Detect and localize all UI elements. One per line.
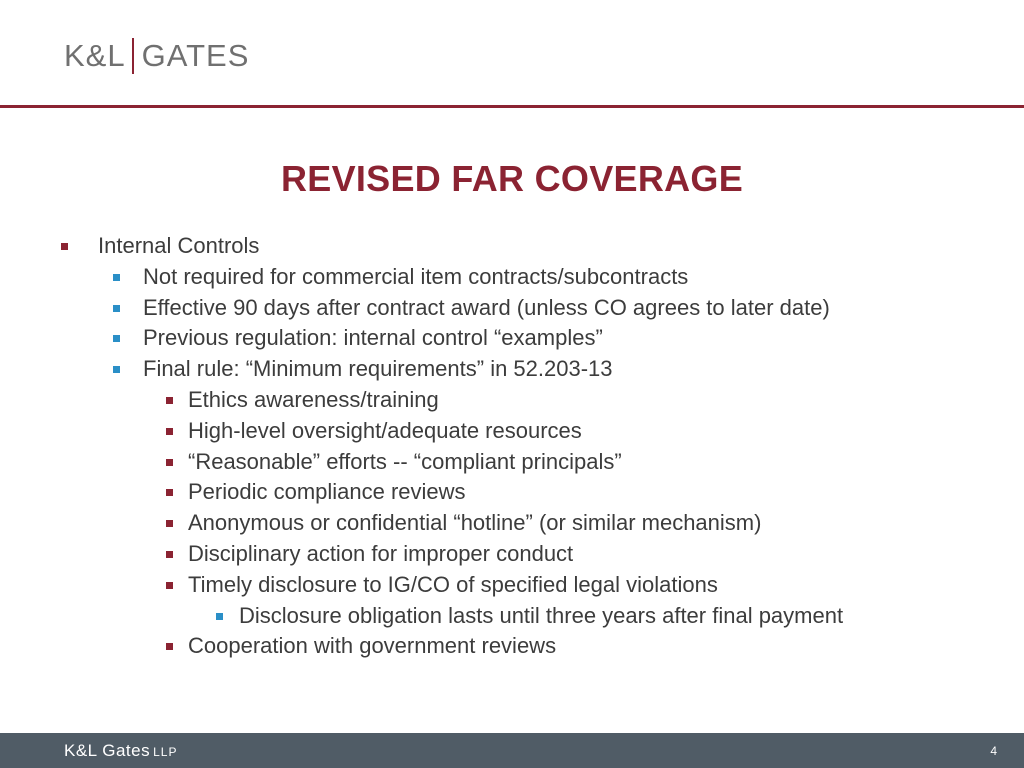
bullet-item (58, 231, 998, 262)
bullet-text: Previous regulation: internal control “examples” (143, 325, 603, 351)
header-rule (0, 105, 1024, 108)
bullet-text: Disciplinary action for improper conduct (188, 540, 574, 566)
footer-logo (64, 741, 177, 761)
bullet-item (58, 416, 998, 447)
square-bullet-icon (113, 305, 120, 312)
logo-divider (132, 38, 134, 74)
bullet-text: Effective 90 days after contract award (unless CO agrees to later date) (143, 294, 830, 320)
bullet-item (58, 385, 998, 416)
bullet-item (58, 508, 998, 539)
bullet-text: Final rule: “Minimum requirements” in 52.203-13 (143, 356, 613, 382)
slide-title: REVISED FAR COVERAGE (280, 158, 744, 199)
bullet-text: Anonymous or confidential “hotline” (or similar mechanism) (188, 510, 762, 536)
square-bullet-icon (166, 582, 173, 589)
square-bullet-icon (166, 551, 173, 558)
logo-left-text: K&L (64, 38, 126, 73)
square-bullet-icon (166, 489, 173, 496)
square-bullet-icon (113, 335, 120, 342)
bullet-item (58, 447, 998, 478)
square-bullet-icon (166, 397, 173, 404)
slide-content (58, 231, 998, 662)
bullet-text: High-level oversight/adequate resources (188, 417, 582, 443)
bullet-item (58, 354, 998, 385)
bullet-list (58, 231, 998, 662)
square-bullet-icon (113, 366, 120, 373)
logo-right-text: GATES (141, 38, 250, 73)
kl-gates-logo (64, 38, 249, 74)
bullet-text: Cooperation with government reviews (188, 633, 557, 659)
bullet-item (58, 601, 998, 632)
bullet-text: Internal Controls (98, 233, 260, 258)
square-bullet-icon (166, 459, 173, 466)
square-bullet-icon (166, 520, 173, 527)
page-number: 4 (990, 744, 997, 758)
square-bullet-icon (113, 274, 120, 281)
bullet-item (58, 539, 998, 570)
square-bullet-icon (61, 243, 68, 250)
bullet-item (58, 477, 998, 508)
bullet-text: Timely disclosure to IG/CO of specified legal violations (188, 571, 718, 597)
bullet-text: Disclosure obligation lasts until three years after final payment (239, 602, 844, 628)
footer-bar (0, 733, 1024, 768)
square-bullet-icon (216, 613, 223, 620)
bullet-text: Not required for commercial item contracts/subcontracts (143, 263, 689, 289)
square-bullet-icon (166, 428, 173, 435)
bullet-item (58, 631, 998, 662)
bullet-item (58, 570, 998, 601)
bullet-item (58, 262, 998, 293)
square-bullet-icon (166, 643, 173, 650)
bullet-item (58, 323, 998, 354)
footer-logo-name: K&L Gates (64, 741, 151, 760)
bullet-item (58, 293, 998, 324)
bullet-text: Periodic compliance reviews (188, 479, 466, 505)
bullet-text: Ethics awareness/training (188, 386, 439, 412)
bullet-text: “Reasonable” efforts -- “compliant principals” (188, 448, 622, 474)
footer-logo-suffix: LLP (153, 745, 178, 759)
